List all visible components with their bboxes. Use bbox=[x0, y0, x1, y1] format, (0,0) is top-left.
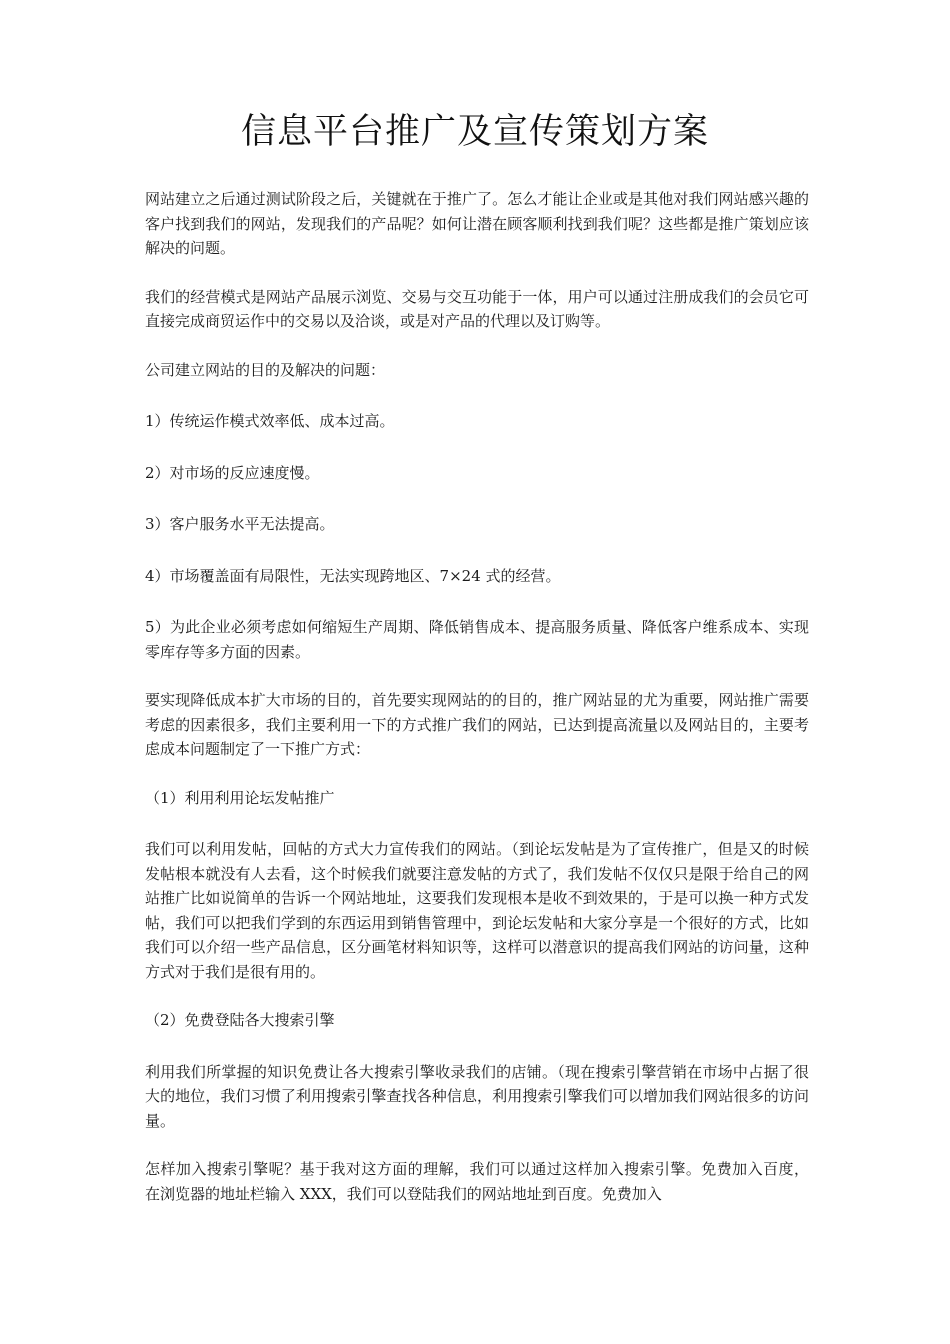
list-item-2: 2）对市场的反应速度慢。 bbox=[145, 463, 320, 482]
paragraph-search-engine: 利用我们所掌握的知识免费让各大搜索引擎收录我们的店铺。（现在搜索引擎营销在市场中占据了很大的地位，我们习惯了利用搜索引擎查找各种信息，利用搜索引擎我们可以增加我们网站很多的访问量。 bbox=[145, 1062, 809, 1130]
list-item-5: 5）为此企业必须考虑如何缩短生产周期、降低销售成本、提高服务质量、降低客户维系成本、实现零库存等多方面的因素。 bbox=[145, 618, 809, 661]
list-item-4: 4）市场覆盖面有局限性，无法实现跨地区、7×24 式的经营。 bbox=[145, 566, 561, 585]
paragraph-intro: 网站建立之后通过测试阶段之后，关键就在于推广了。怎么才能让企业或是其他对我们网站感兴趣的客户找到我们的网站，发现我们的产品呢？如何让潜在顾客顺利找到我们呢？这些都是推广策划应该解决的问题。 bbox=[145, 190, 809, 257]
paragraph-forum-posting: 我们可以利用发帖，回帖的方式大力宣传我们的网站。（到论坛发帖是为了宣传推广，但是又的时候发帖根本就没有人去看，这个时候我们就要注意发帖的方式了，我们发帖不仅仅只是限于给自己的网站推广比如说简单的告诉一个网站地址，这要我们发现根本是收不到效果的，于是可以换一种方式发帖，我们可以把我们学到的东西运用到销售管理中，到论坛发帖和大家分享是一个很好的方式，比如我们可以介绍一些产品信息，区分画笔材料知识等，这样可以潜意识的提高我们网站的访问量，这种方式对于我们是很有用的。 bbox=[145, 840, 809, 981]
list-item-3: 3）客户服务水平无法提高。 bbox=[145, 515, 335, 533]
paragraph-business-model: 我们的经营模式是网站产品展示浏览、交易与交互功能于一体，用户可以通过注册成我们的会员它可直接完成商贸运作中的交易以及洽谈，或是对产品的代理以及订购等。 bbox=[145, 287, 809, 330]
paragraph-purpose-heading: 公司建立网站的目的及解决的问题： bbox=[145, 360, 386, 379]
paragraph-promotion-strategy: 要实现降低成本扩大市场的目的，首先要实现网站的的目的，推广网站显的尤为重要，网站推广需要考虑的因素很多，我们主要利用一下的方式推广我们的网站，已达到提高流量以及网站目的，主要考虑成本问题制定了一下推广方式： bbox=[145, 691, 809, 758]
section-heading-search-engine: （2）免费登陆各大搜索引擎 bbox=[145, 1011, 335, 1029]
document-body bbox=[145, 187, 809, 1230]
document-title: 信息平台推广及宣传策划方案 bbox=[240, 112, 709, 152]
section-heading-forum: （1）利用利用论坛发帖推广 bbox=[145, 788, 335, 807]
list-item-1: 1）传统运作模式效率低、成本过高。 bbox=[145, 412, 395, 430]
paragraph-join-search-engine: 怎样加入搜索引擎呢？基于我对这方面的理解，我们可以通过这样加入搜索引擎。免费加入百度， 在浏览器的地址栏输入 XXX，我们可以登陆我们的网站地址到百度。免费加入 bbox=[145, 1160, 809, 1203]
